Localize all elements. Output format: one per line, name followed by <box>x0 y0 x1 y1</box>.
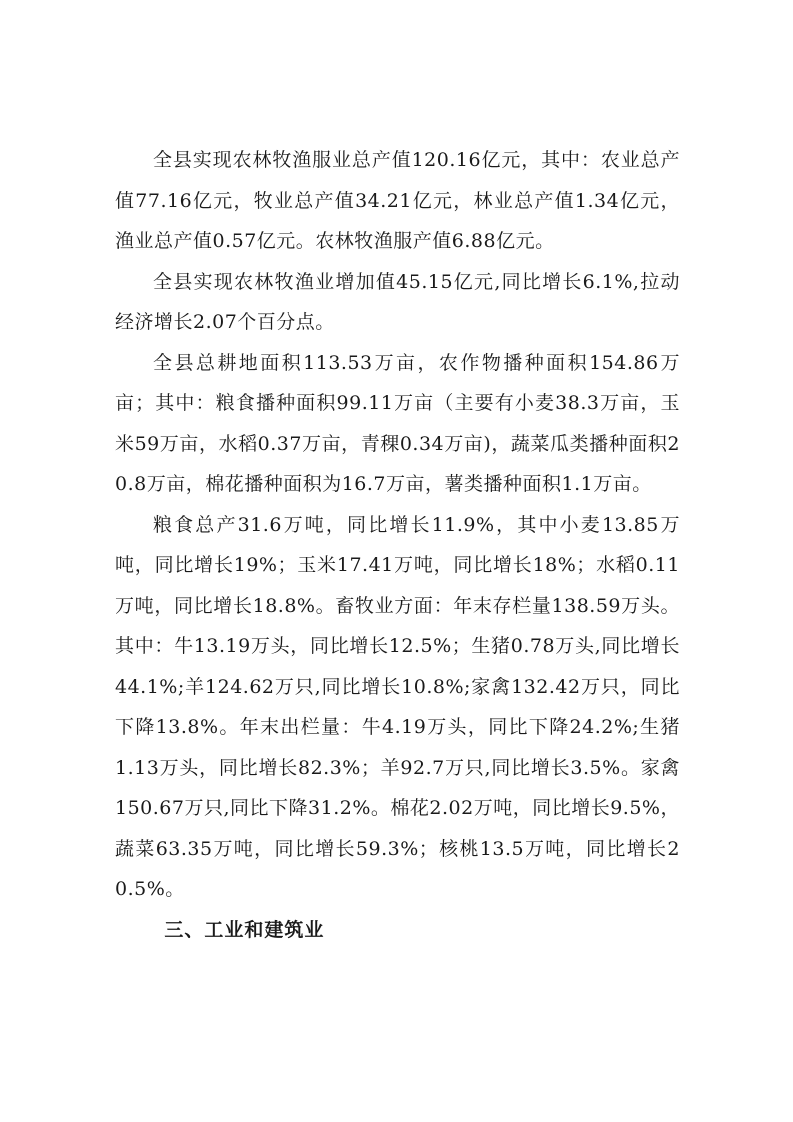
section-heading: 三、工业和建筑业 <box>164 918 325 941</box>
paragraph-planting-area: 全县总耕地面积113.53万亩，农作物播种面积154.86万亩；其中：粮食播种面积99.11万亩（主要有小麦38.3万亩，玉米59万亩，水稻0.37万亩，青稞0.34万亩)，蔬菜瓜类播种面积20.8万亩，棉花播种面积为16.7万亩，薯类播种面积1.1万亩。 <box>115 351 680 495</box>
document-body <box>115 140 680 950</box>
paragraph-output-value: 全县实现农林牧渔服业总产值120.16亿元，其中：农业总产值77.16亿元，牧业总产值34.21亿元，林业总产值1.34亿元，渔业总产值0.57亿元。农林牧渔服产值6.88亿元。 <box>115 149 680 252</box>
paragraph-grain-livestock: 粮食总产31.6万吨，同比增长11.9%，其中小麦13.85万吨，同比增长19%；玉米17.41万吨，同比增长18%；水稻0.11万吨，同比增长18.8%。畜牧业方面：年末存栏量138.59万头。其中：牛13.19万头，同比增长12.5%；生猪0.78万头,同比增长44.1%;羊124.62万只,同比增长10.8%;家禽132.42万只，同比下降13.8%。年末出栏量：牛4.19万头，同比下降24.2%;生猪1.13万头，同比增长82.3%；羊92.7万只,同比增长3.5%。家禽150.67万只,同比下降31.2%。棉花2.02万吨，同比增长9.5%，蔬菜63.35万吨，同比增长59.3%；核桃13.5万吨，同比增长20.5%。 <box>115 513 680 900</box>
paragraph-value-added: 全县实现农林牧渔业增加值45.15亿元,同比增长6.1%,拉动经济增长2.07个百分点。 <box>115 270 680 333</box>
